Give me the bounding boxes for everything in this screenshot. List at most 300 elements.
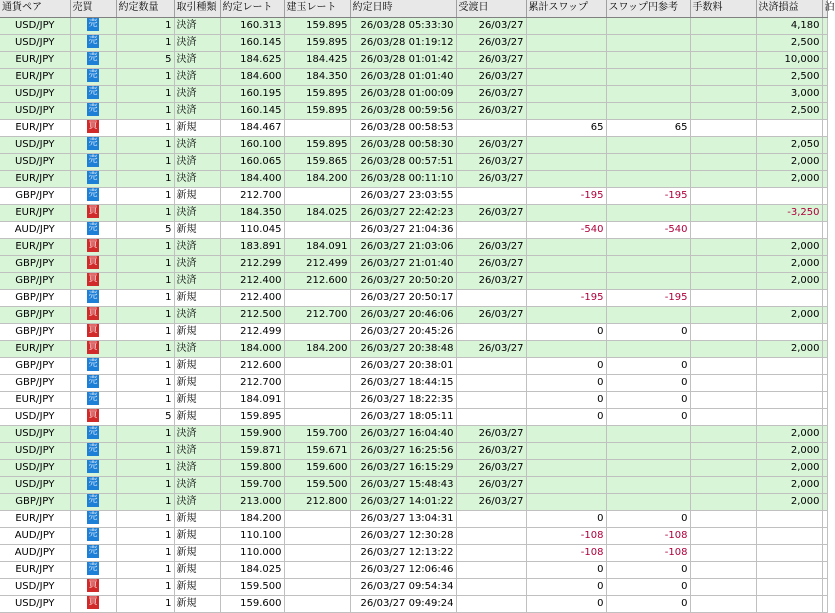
position-rate-cell [284,391,350,408]
pair-cell [0,255,70,272]
rate-cell [220,289,284,306]
table-row[interactable] [0,17,827,34]
cumulative-swap-cell [526,425,606,442]
table-row[interactable] [0,68,827,85]
sell-badge: 売 [88,104,98,114]
side-cell [70,153,116,170]
table-row[interactable] [0,204,827,221]
table-row[interactable] [0,340,827,357]
settlement-pl-cell-text: 2,000 [790,495,820,507]
side-cell [70,119,116,136]
swap-ref-cell [606,17,690,34]
settlement-pl-cell-text: 2,000 [790,155,820,167]
qty-cell-text: 1 [165,308,172,320]
extra-cell [822,102,827,119]
rate-cell-text: 184.025 [240,563,282,575]
cumulative-swap-cell-text: 65 [590,121,604,133]
settlement-pl-cell [756,527,822,544]
datetime-cell-text: 26/03/28 05:33:30 [360,19,454,31]
datetime-cell-text: 26/03/27 20:38:48 [360,342,454,354]
type-cell [174,442,220,459]
table-row[interactable] [0,136,827,153]
settlement-date-cell-text: 26/03/27 [478,342,524,354]
type-cell-text: 決済 [176,138,197,150]
table-row[interactable] [0,425,827,442]
table-row[interactable] [0,510,827,527]
rate-cell-text: 159.900 [240,427,282,439]
settlement-date-cell [456,527,526,544]
extra-cell [822,578,827,595]
swap-ref-cell-text: 65 [674,121,688,133]
side-cell [70,187,116,204]
qty-cell-text: 1 [165,240,172,252]
table-row[interactable] [0,595,827,612]
qty-cell-text: 1 [165,563,172,575]
settlement-date-cell-text: 26/03/27 [478,478,524,490]
cumulative-swap-cell-text: -108 [580,546,604,558]
pair-cell-text: AUD/JPY [14,546,55,558]
rate-cell-text: 183.891 [240,240,282,252]
col-header-extra[interactable]: 泊 [822,0,827,17]
col-header-settlement-date[interactable]: 受渡日 [456,0,526,17]
cumulative-swap-cell [526,34,606,51]
rate-cell-text: 212.700 [240,189,282,201]
rate-cell-text: 110.045 [240,223,282,235]
rate-cell-text: 110.000 [240,546,282,558]
qty-cell-text: 1 [165,512,172,524]
qty-cell-text: 1 [165,376,172,388]
type-cell [174,289,220,306]
fee-cell [690,102,756,119]
sell-badge: 売 [88,512,98,522]
swap-ref-cell [606,187,690,204]
extra-cell [822,187,827,204]
rate-cell [220,204,284,221]
cumulative-swap-cell [526,153,606,170]
settlement-date-cell [456,510,526,527]
cumulative-swap-cell [526,544,606,561]
position-rate-cell-text: 159.700 [306,427,348,439]
rate-cell-text: 212.400 [240,274,282,286]
type-cell [174,578,220,595]
swap-ref-cell-text: 0 [681,325,688,337]
datetime-cell-text: 26/03/27 16:04:40 [360,427,454,439]
qty-cell-text: 1 [165,19,172,31]
col-header-position-rate[interactable]: 建玉レート [284,0,350,17]
fee-cell [690,289,756,306]
col-header-swap-yen-ref[interactable]: スワップ円参考 [606,0,690,17]
rate-cell [220,119,284,136]
rate-cell [220,544,284,561]
type-cell [174,255,220,272]
table-row[interactable] [0,51,827,68]
cumulative-swap-cell [526,170,606,187]
settlement-date-cell [456,357,526,374]
settlement-date-cell [456,136,526,153]
cumulative-swap-cell [526,391,606,408]
pair-cell-text: EUR/JPY [15,121,55,133]
table-row[interactable] [0,255,827,272]
swap-ref-cell [606,425,690,442]
fee-cell [690,17,756,34]
swap-ref-cell [606,102,690,119]
rate-cell-text: 184.000 [240,342,282,354]
extra-cell [822,544,827,561]
settlement-date-cell [456,221,526,238]
pair-cell [0,578,70,595]
datetime-cell-text: 26/03/27 22:42:23 [360,206,454,218]
settlement-pl-cell-text: 2,500 [790,104,820,116]
rate-cell-text: 160.313 [240,19,282,31]
pair-cell [0,221,70,238]
settlement-date-cell [456,204,526,221]
settlement-pl-cell [756,51,822,68]
type-cell [174,595,220,612]
settlement-date-cell [456,51,526,68]
type-cell [174,170,220,187]
table-row[interactable] [0,170,827,187]
datetime-cell-text: 26/03/27 12:13:22 [360,546,454,558]
extra-cell [822,221,827,238]
qty-cell [116,136,174,153]
type-cell [174,34,220,51]
settlement-pl-cell [756,578,822,595]
pair-cell [0,391,70,408]
type-cell [174,544,220,561]
table-row[interactable] [0,374,827,391]
position-rate-cell [284,595,350,612]
col-header-qty[interactable]: 約定数量 [116,0,174,17]
table-row[interactable] [0,272,827,289]
type-cell-text: 新規 [176,359,197,371]
side-cell [70,51,116,68]
swap-ref-cell [606,238,690,255]
qty-cell-text: 5 [165,223,172,235]
swap-ref-cell [606,459,690,476]
position-rate-cell-text: 212.800 [306,495,348,507]
table-row[interactable] [0,306,827,323]
datetime-cell [350,238,456,255]
settlement-date-cell [456,391,526,408]
position-rate-cell-text: 184.091 [306,240,348,252]
datetime-cell [350,272,456,289]
side-cell [70,136,116,153]
datetime-cell-text: 26/03/27 09:49:24 [360,597,454,609]
type-cell-text: 決済 [176,308,197,320]
swap-ref-cell-text: 0 [681,359,688,371]
fee-cell [690,340,756,357]
datetime-cell [350,255,456,272]
pair-cell-text: GBP/JPY [15,274,55,286]
cumulative-swap-cell-text: -195 [580,291,604,303]
cumulative-swap-cell [526,510,606,527]
fee-cell [690,306,756,323]
extra-cell [822,510,827,527]
sell-badge: 売 [88,444,98,454]
cumulative-swap-cell [526,578,606,595]
pair-cell-text: EUR/JPY [15,206,55,218]
rate-cell-text: 184.200 [240,512,282,524]
qty-cell [116,476,174,493]
settlement-pl-cell [756,289,822,306]
position-rate-cell [284,357,350,374]
table-row[interactable] [0,34,827,51]
pair-cell [0,34,70,51]
table-row[interactable] [0,391,827,408]
swap-ref-cell-text: 0 [681,580,688,592]
cumulative-swap-cell [526,51,606,68]
type-cell-text: 決済 [176,478,197,490]
rate-cell [220,476,284,493]
position-rate-cell-text: 159.671 [306,444,348,456]
col-header-cumulative-swap[interactable]: 累計スワップ [526,0,606,17]
buy-badge: 買 [88,580,98,590]
datetime-cell-text: 26/03/27 20:46:06 [360,308,454,320]
position-rate-cell [284,255,350,272]
type-cell-text: 決済 [176,70,197,82]
side-cell [70,425,116,442]
side-cell [70,527,116,544]
table-row[interactable] [0,408,827,425]
rate-cell-text: 212.500 [240,308,282,320]
pair-cell-text: USD/JPY [14,597,55,609]
extra-cell [822,68,827,85]
rate-cell-text: 213.000 [240,495,282,507]
swap-ref-cell [606,561,690,578]
cumulative-swap-cell [526,136,606,153]
side-cell [70,544,116,561]
extra-cell [822,323,827,340]
table-row[interactable] [0,289,827,306]
type-cell-text: 決済 [176,53,197,65]
datetime-cell-text: 26/03/27 20:50:17 [360,291,454,303]
cumulative-swap-cell [526,102,606,119]
side-cell [70,238,116,255]
extra-cell [822,459,827,476]
type-cell [174,425,220,442]
swap-ref-cell [606,289,690,306]
swap-ref-cell [606,34,690,51]
datetime-cell-text: 26/03/27 21:01:40 [360,257,454,269]
table-row[interactable] [0,153,827,170]
settlement-pl-cell-text: 2,000 [790,257,820,269]
settlement-pl-cell [756,221,822,238]
position-rate-cell [284,51,350,68]
qty-cell [116,306,174,323]
buy-badge: 買 [88,342,98,352]
settlement-date-cell [456,85,526,102]
buy-badge: 買 [88,410,98,420]
col-header-datetime[interactable]: 約定日時 [350,0,456,17]
col-header-type[interactable]: 取引種類 [174,0,220,17]
settlement-date-cell-text: 26/03/27 [478,257,524,269]
type-cell-text: 新規 [176,325,197,337]
rate-cell-text: 212.299 [240,257,282,269]
extra-cell [822,408,827,425]
fee-cell [690,323,756,340]
type-cell-text: 決済 [176,36,197,48]
sell-badge: 売 [88,87,98,97]
settlement-pl-cell-text: 2,000 [790,308,820,320]
side-cell [70,68,116,85]
position-rate-cell-text: 212.700 [306,308,348,320]
rate-cell [220,459,284,476]
qty-cell-text: 1 [165,529,172,541]
position-rate-cell [284,340,350,357]
table-row[interactable] [0,527,827,544]
fee-cell [690,595,756,612]
datetime-cell-text: 26/03/27 20:45:26 [360,325,454,337]
settlement-date-cell [456,408,526,425]
fee-cell [690,255,756,272]
qty-cell [116,204,174,221]
swap-ref-cell-text: -540 [664,223,688,235]
settlement-date-cell-text: 26/03/27 [478,240,524,252]
swap-ref-cell [606,357,690,374]
table-row[interactable] [0,187,827,204]
cumulative-swap-cell [526,221,606,238]
datetime-cell [350,561,456,578]
col-header-settlement-pl[interactable]: 決済損益 [756,0,822,17]
side-cell [70,340,116,357]
datetime-cell [350,357,456,374]
type-cell-text: 決済 [176,172,197,184]
qty-cell [116,561,174,578]
datetime-cell-text: 26/03/28 01:19:12 [360,36,454,48]
table-row[interactable] [0,578,827,595]
pair-cell [0,85,70,102]
qty-cell [116,289,174,306]
position-rate-cell-text: 159.895 [306,19,348,31]
extra-cell [822,595,827,612]
fee-cell [690,187,756,204]
cumulative-swap-cell-text: 0 [597,325,604,337]
table-row[interactable] [0,238,827,255]
swap-ref-cell [606,595,690,612]
settlement-pl-cell-text: 10,000 [784,53,820,65]
table-row[interactable] [0,357,827,374]
settlement-date-cell-text: 26/03/27 [478,461,524,473]
type-cell-text: 新規 [176,376,197,388]
type-cell [174,85,220,102]
settlement-pl-cell [756,255,822,272]
table-row[interactable] [0,561,827,578]
qty-cell [116,68,174,85]
rate-cell [220,34,284,51]
settlement-pl-cell [756,85,822,102]
type-cell [174,204,220,221]
datetime-cell [350,442,456,459]
datetime-cell-text: 26/03/27 18:22:35 [360,393,454,405]
col-header-pair[interactable]: 通貨ペア [0,0,70,17]
type-cell [174,476,220,493]
settlement-date-cell-text: 26/03/27 [478,206,524,218]
rate-cell-text: 212.600 [240,359,282,371]
fee-cell [690,119,756,136]
datetime-cell [350,493,456,510]
qty-cell [116,374,174,391]
pair-cell-text: GBP/JPY [15,257,55,269]
table-row[interactable] [0,102,827,119]
rate-cell [220,153,284,170]
datetime-cell [350,476,456,493]
qty-cell [116,340,174,357]
rate-cell-text: 212.400 [240,291,282,303]
type-cell [174,357,220,374]
fee-cell [690,170,756,187]
position-rate-cell [284,425,350,442]
col-header-rate[interactable]: 約定レート [220,0,284,17]
sell-badge: 売 [88,70,98,80]
side-cell [70,442,116,459]
qty-cell [116,34,174,51]
table-row[interactable] [0,119,827,136]
swap-ref-cell-text: -108 [664,546,688,558]
qty-cell [116,221,174,238]
settlement-date-cell-text: 26/03/27 [478,274,524,286]
table-row[interactable] [0,459,827,476]
settlement-date-cell [456,442,526,459]
datetime-cell-text: 26/03/27 14:01:22 [360,495,454,507]
qty-cell [116,187,174,204]
table-row[interactable] [0,442,827,459]
settlement-date-cell [456,595,526,612]
rate-cell [220,255,284,272]
table-row[interactable] [0,544,827,561]
position-rate-cell-text: 159.600 [306,461,348,473]
settlement-pl-cell [756,136,822,153]
datetime-cell [350,527,456,544]
qty-cell-text: 1 [165,546,172,558]
col-header-fee[interactable]: 手数料 [690,0,756,17]
datetime-cell-text: 26/03/27 21:03:06 [360,240,454,252]
cumulative-swap-cell [526,85,606,102]
qty-cell [116,459,174,476]
pair-cell [0,238,70,255]
extra-cell [822,306,827,323]
col-header-side[interactable]: 売買 [70,0,116,17]
table-row[interactable] [0,493,827,510]
qty-cell-text: 1 [165,342,172,354]
datetime-cell-text: 26/03/27 20:38:01 [360,359,454,371]
table-row[interactable] [0,323,827,340]
side-cell [70,17,116,34]
table-row[interactable] [0,221,827,238]
settlement-pl-cell-text: 2,000 [790,172,820,184]
rate-cell-text: 184.600 [240,70,282,82]
position-rate-cell [284,306,350,323]
swap-ref-cell [606,578,690,595]
pair-cell [0,17,70,34]
settlement-pl-cell [756,544,822,561]
datetime-cell-text: 26/03/27 20:50:20 [360,274,454,286]
rate-cell [220,221,284,238]
rate-cell-text: 160.145 [240,104,282,116]
rate-cell [220,578,284,595]
position-rate-cell-text: 184.200 [306,342,348,354]
pair-cell-text: EUR/JPY [15,70,55,82]
table-row[interactable] [0,476,827,493]
pair-cell-text: USD/JPY [14,478,55,490]
settlement-pl-cell-text: 2,000 [790,240,820,252]
pair-cell-text: USD/JPY [14,138,55,150]
qty-cell [116,17,174,34]
cumulative-swap-cell [526,357,606,374]
type-cell-text: 決済 [176,342,197,354]
qty-cell-text: 1 [165,121,172,133]
cumulative-swap-cell-text: 0 [597,376,604,388]
table-row[interactable] [0,85,827,102]
